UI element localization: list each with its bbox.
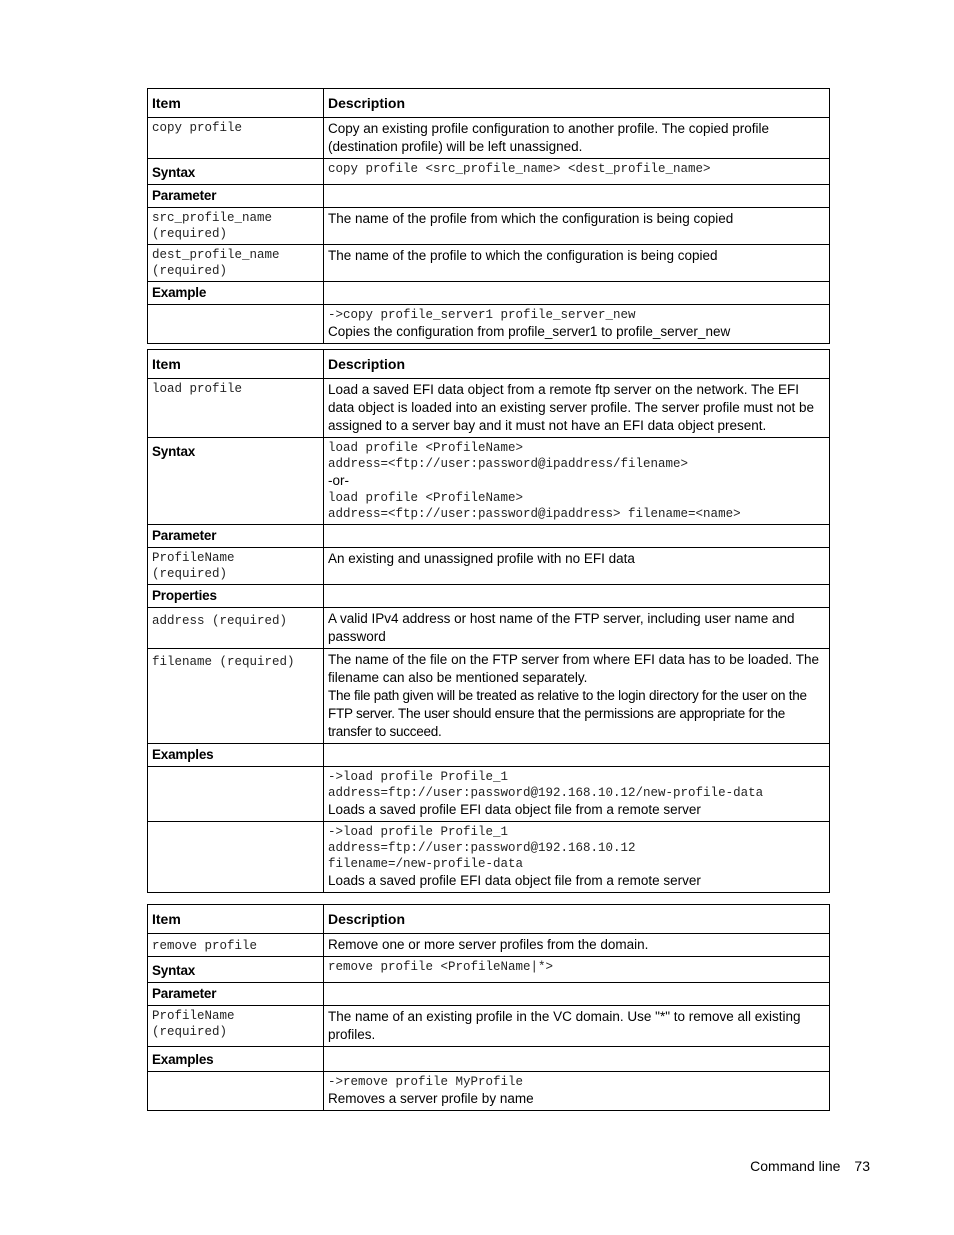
parameter-label: Parameter [148,185,324,208]
table-row [148,548,830,585]
table-row [148,208,830,245]
parameter-name: ProfileName (required) [152,1009,235,1039]
parameter-description: An existing and unassigned profile with no EFI data [328,551,635,566]
parameter-label: Parameter [148,525,324,548]
table-row [148,159,830,185]
empty-cell [148,767,324,822]
table-row [148,934,830,957]
empty-cell [324,185,830,208]
page-number: 73 [854,1158,870,1174]
parameter-description: The name of the profile to which the configuration is being copied [328,248,718,263]
remove-profile-table [147,904,830,1111]
description-header: Description [324,89,830,118]
table-row [148,282,830,305]
empty-cell [148,822,324,893]
property-description: The name of the file on the FTP server from where EFI data has to be loaded. The filename can also be mentioned separately. [328,652,820,685]
example-description: Loads a saved profile EFI data object file from a remote server [328,873,701,888]
command-name: load profile [152,382,243,396]
footer-section: Command line [750,1158,841,1174]
parameter-description: The name of the profile from which the configuration is being copied [328,211,734,226]
table-header-row [148,905,830,934]
empty-cell [148,305,324,344]
table-row [148,525,830,548]
empty-cell [324,744,830,767]
command-description: Load a saved EFI data object from a remote ftp server on the network. The EFI data object is loaded into an existing server profile. The server profile must not be assigned to a server bay and it must not have an EFI data object present. [328,382,815,433]
empty-cell [324,525,830,548]
example-code: ->copy profile_server1 profile_server_new [328,308,636,322]
command-description: Remove one or more server profiles from the domain. [328,937,649,952]
table-row [148,822,830,893]
command-name: remove profile [152,939,258,953]
table-row [148,1006,830,1047]
description-header: Description [324,905,830,934]
parameter-label: Parameter [148,983,324,1006]
description-header: Description [324,350,830,379]
syntax-text: load profile <ProfileName> address=<ftp://user:password@ipaddress> filename=<name> [328,491,741,521]
table-row [148,608,830,649]
example-code: ->load profile Profile_1 address=ftp://user:password@192.168.10.12/new-profile-data [328,770,764,800]
page-footer [736,1158,870,1174]
table-row [148,245,830,282]
syntax-label: Syntax [148,438,324,525]
property-description-note: The file path given will be treated as relative to the login directory for the user on the FTP server. The user should ensure that the permissions are appropriate for the transfer to succeed. [328,688,807,739]
command-description: Copy an existing profile configuration to another profile. The copied profile (destination profile) will be left unassigned. [328,121,770,154]
table-row [148,767,830,822]
example-code: ->remove profile MyProfile [328,1075,524,1089]
property-name: filename (required) [152,655,295,669]
property-name: address (required) [152,614,288,628]
example-description: Removes a server profile by name [328,1091,534,1106]
table-row [148,649,830,744]
table-row [148,185,830,208]
table-row [148,983,830,1006]
parameter-name: dest_profile_name (required) [152,248,280,278]
empty-cell [324,585,830,608]
syntax-text: load profile <ProfileName> address=<ftp://user:password@ipaddress/filename> [328,441,689,471]
table-header-row [148,350,830,379]
table-row [148,744,830,767]
syntax-or: -or- [328,473,349,488]
example-description: Loads a saved profile EFI data object file from a remote server [328,802,701,817]
example-label: Examples [148,744,324,767]
example-code: ->load profile Profile_1 address=ftp://user:password@192.168.10.12 filename=/new-profile-data [328,825,636,871]
empty-cell [324,282,830,305]
table-row [148,1047,830,1072]
property-description: A valid IPv4 address or host name of the FTP server, including user name and password [328,611,795,644]
load-profile-table [147,349,830,893]
syntax-text: remove profile <ProfileName|*> [328,960,554,974]
table-row [148,305,830,344]
copy-profile-table [147,88,830,344]
table-row [148,1072,830,1111]
item-header: Item [148,905,324,934]
table-row [148,118,830,159]
properties-label: Properties [148,585,324,608]
table-row [148,379,830,438]
item-header: Item [148,350,324,379]
table-row [148,585,830,608]
table-row [148,957,830,983]
command-name: copy profile [152,121,243,135]
syntax-text: copy profile <src_profile_name> <dest_profile_name> [328,162,711,176]
empty-cell [324,983,830,1006]
item-header: Item [148,89,324,118]
table-row [148,438,830,525]
parameter-name: ProfileName (required) [152,551,235,581]
parameter-description: The name of an existing profile in the VC domain. Use "*" to remove all existing profiles. [328,1009,801,1042]
syntax-label: Syntax [148,957,324,983]
table-header-row [148,89,830,118]
syntax-label: Syntax [148,159,324,185]
example-description: Copies the configuration from profile_server1 to profile_server_new [328,324,731,339]
empty-cell [324,1047,830,1072]
empty-cell [148,1072,324,1111]
example-label: Example [148,282,324,305]
example-label: Examples [148,1047,324,1072]
parameter-name: src_profile_name (required) [152,211,273,241]
